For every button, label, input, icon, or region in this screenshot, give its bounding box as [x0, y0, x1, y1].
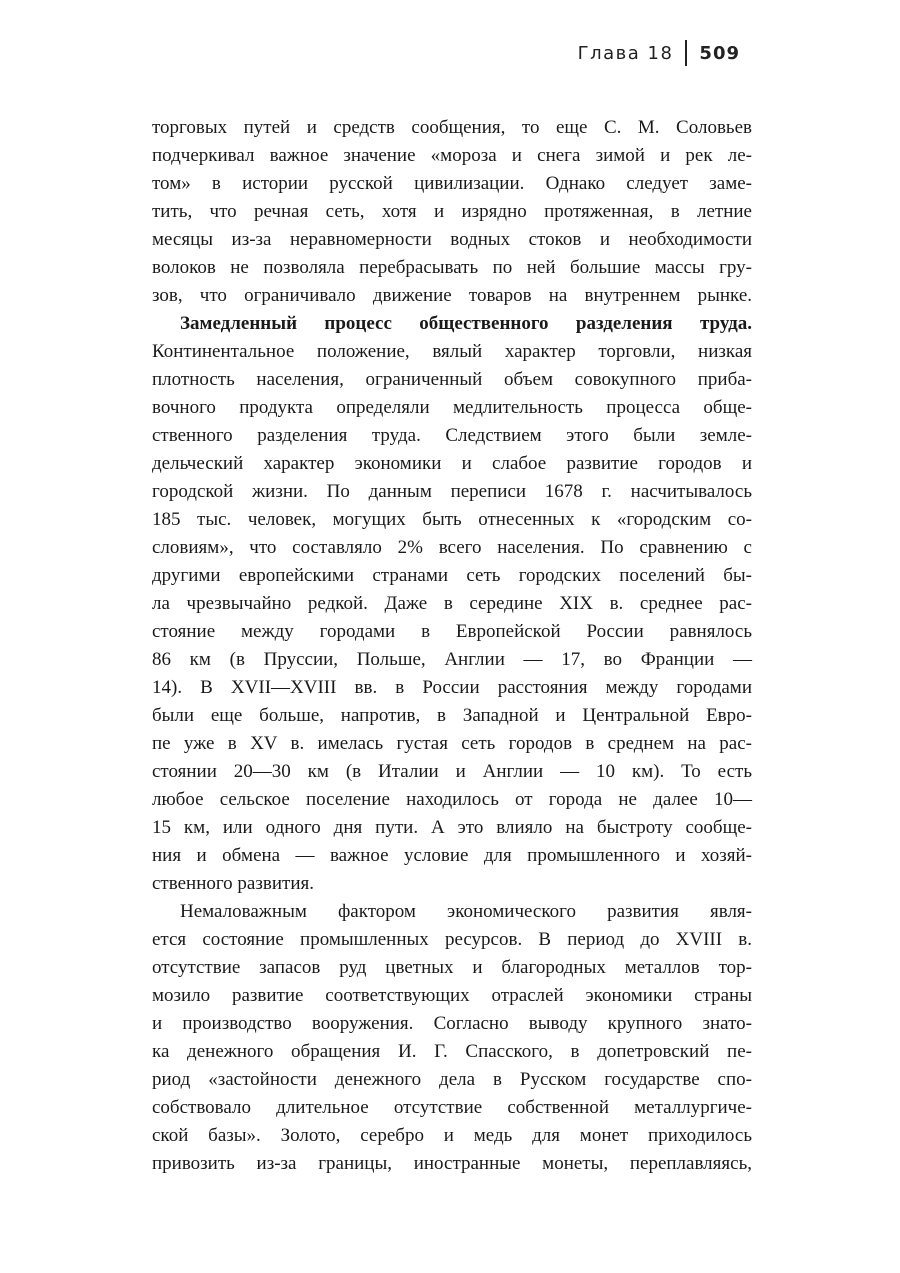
- text-line: ственного развития.: [152, 873, 314, 894]
- text-line: торговых путей и средств сообщения, то еще С. М. Соловьев: [152, 117, 752, 138]
- text-line: вочного продукта определяли медлительность процесса обще-: [152, 397, 752, 418]
- text-line: отсутствие запасов руд цветных и благородных металлов тор-: [152, 957, 752, 978]
- text-line: месяцы из-за неравномерности водных стоков и необходимости: [152, 229, 752, 250]
- text-line: ния и обмена — важное условие для промышленного и хозяй-: [152, 845, 752, 866]
- running-head: [578, 40, 740, 66]
- text-line: стояние между городами в Европейской России равнялось: [152, 621, 752, 642]
- text-line: риод «застойности денежного дела в Русском государстве спо-: [152, 1069, 752, 1090]
- text-line: Немаловажным фактором экономического развития явля-: [180, 901, 752, 922]
- text-line: 86 км (в Пруссии, Польше, Англии — 17, во Франции —: [152, 649, 752, 670]
- text-line: мозило развитие соответствующих отраслей экономики страны: [152, 985, 752, 1006]
- text-line: другими европейскими странами сеть городских поселений бы-: [152, 565, 752, 586]
- text-line: ется состояние промышленных ресурсов. В период до XVIII в.: [152, 929, 752, 950]
- text-line: городской жизни. По данным переписи 1678 г. насчитывалось: [152, 481, 752, 502]
- text-line: тить, что речная сеть, хотя и изрядно протяженная, в летние: [152, 201, 752, 222]
- text-line: пе уже в XV в. имелась густая сеть городов в среднем на рас-: [152, 733, 752, 754]
- body-text: [152, 114, 752, 1178]
- paragraph: [152, 310, 752, 898]
- paragraph: [152, 114, 752, 310]
- header-separator: [685, 40, 687, 66]
- text-line: том» в истории русской цивилизации. Однако следует заме-: [152, 173, 752, 194]
- text-line: ла чрезвычайно редкой. Даже в середине XIX в. среднее рас-: [152, 593, 752, 614]
- chapter-label: Глава 18: [577, 42, 674, 64]
- text-line: словиям», что составляло 2% всего населения. По сравнению с: [152, 537, 752, 558]
- text-line: плотность населения, ограниченный объем совокупного приба-: [152, 369, 752, 390]
- text-line: подчеркивал важное значение «мороза и снега зимой и рек ле-: [152, 145, 752, 166]
- text-line: привозить из-за границы, иностранные монеты, переплавляясь,: [152, 1153, 752, 1174]
- text-line: 185 тыс. человек, могущих быть отнесенных к «городским со-: [152, 509, 752, 530]
- text-line: 14). В XVII—XVIII вв. в России расстояния между городами: [152, 677, 752, 698]
- paragraph: [152, 898, 752, 1178]
- section-heading: Замедленный процесс общественного разделения труда.: [180, 313, 752, 334]
- text-line: любое сельское поселение находилось от города не далее 10—: [152, 789, 752, 810]
- text-line: 15 км, или одного дня пути. А это влияло на быстроту сообще-: [152, 817, 752, 838]
- text-line: Континентальное положение, вялый характер торговли, низкая: [152, 341, 752, 362]
- text-line: ственного разделения труда. Следствием этого были земле-: [152, 425, 752, 446]
- text-line: ской базы». Золото, серебро и медь для монет приходилось: [152, 1125, 752, 1146]
- text-line: и производство вооружения. Согласно выводу крупного знато-: [152, 1013, 752, 1034]
- page-number: 509: [699, 42, 740, 64]
- text-line: дельческий характер экономики и слабое развитие городов и: [152, 453, 752, 474]
- text-line: собствовало длительное отсутствие собственной металлургиче-: [152, 1097, 752, 1118]
- text-line: были еще больше, напротив, в Западной и Центральной Евро-: [152, 705, 752, 726]
- text-line: зов, что ограничивало движение товаров на внутреннем рынке.: [152, 285, 752, 306]
- text-line: ка денежного обращения И. Г. Спасского, в допетровский пе-: [152, 1041, 752, 1062]
- text-line: стоянии 20—30 км (в Италии и Англии — 10 км). То есть: [152, 761, 752, 782]
- text-line: волоков не позволяла перебрасывать по ней большие массы гру-: [152, 257, 752, 278]
